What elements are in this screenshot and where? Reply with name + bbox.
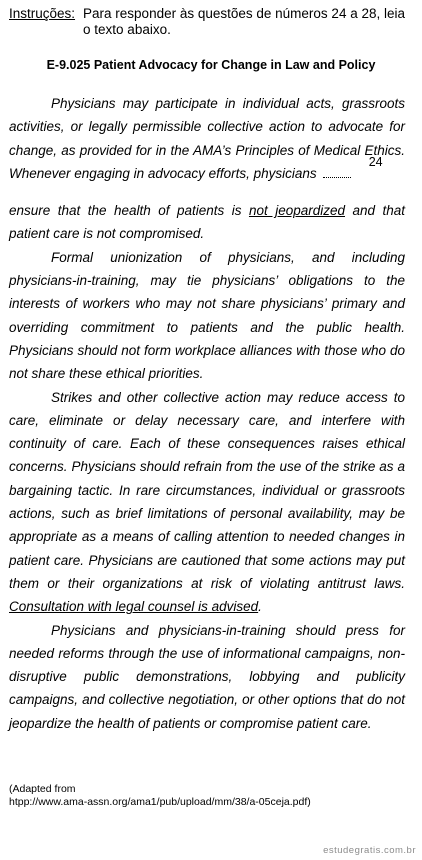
source-line-1: (Adapted from <box>9 783 76 795</box>
paragraph-4: Physicians and physicians-in-training should press for needed reforms through the use of informational campaigns, non-disruptive public demonstrations, lobbying and publicity campaigns, and collective negotiation, or other options that do not jeopardize the health of patients or compromise patient care. <box>9 622 405 731</box>
paragraph-1-part-1: Physicians may participate in individual acts, grassroots activities, or legally permissible collective action to advocate for change, as provided for in the AMA’s Principles of Medical Ethics. Whenever engaging in advocacy efforts, physicians <box>9 96 405 181</box>
paragraph-3 <box>9 386 405 619</box>
paragraph-2: Formal unionization of physicians, and including physicians-in-training, may tie physicians’ obligations to the interests of workers who may not share physicians’ primary and overriding commitment to patients and the public health. Physicians should not form workplace alliances with those who do not share these ethical priorities. <box>9 249 405 382</box>
blank-line-spacer <box>9 185 405 199</box>
paragraph-3-part-1: Strikes and other collective action may reduce access to care, eliminate or delay necessary care, and interfere with continuity of care. Each of these consequences raises ethical concerns. Physicians should refrain from the use of the strike as a bargaining tactic. In rare circumstances, individual or grassroots actions, such as brief limitations of personal availability, may be appropriate as a means of calling attention to needed changes in patient care. Physicians are cautioned that some actions may put them or their organizations at risk of violating antitrust laws. <box>9 389 405 591</box>
instructions-label: Instruções: <box>9 6 76 21</box>
underlined-not-jeopardized: not jeopardized <box>248 203 345 219</box>
instructions-text: Para responder às questões de números 24 a 28, leia o texto abaixo. <box>83 6 405 37</box>
watermark: estudegratis.com.br <box>323 845 416 856</box>
paragraph-1-continued <box>9 199 405 246</box>
underlined-consultation: Consultation with legal counsel is advised <box>9 599 259 615</box>
paragraph-1 <box>9 92 405 185</box>
source-citation <box>9 783 409 809</box>
text-body <box>9 92 405 735</box>
instructions <box>9 6 409 38</box>
blank-number: 24 <box>368 154 383 169</box>
paragraph-1-part-2: ensure that the health of patients is <box>9 203 242 219</box>
source-line-2: htpp://www.ama-assn.org/ama1/pub/upload/mm/38/a-05ceja.pdf) <box>9 796 311 808</box>
text-title: E-9.025 Patient Advocacy for Change in Law and Policy <box>46 58 376 72</box>
blank-24 <box>323 154 383 178</box>
paragraph-1-part-3: and that patient care is not compromised. <box>9 203 405 242</box>
paragraph-3-end: . <box>258 599 262 615</box>
